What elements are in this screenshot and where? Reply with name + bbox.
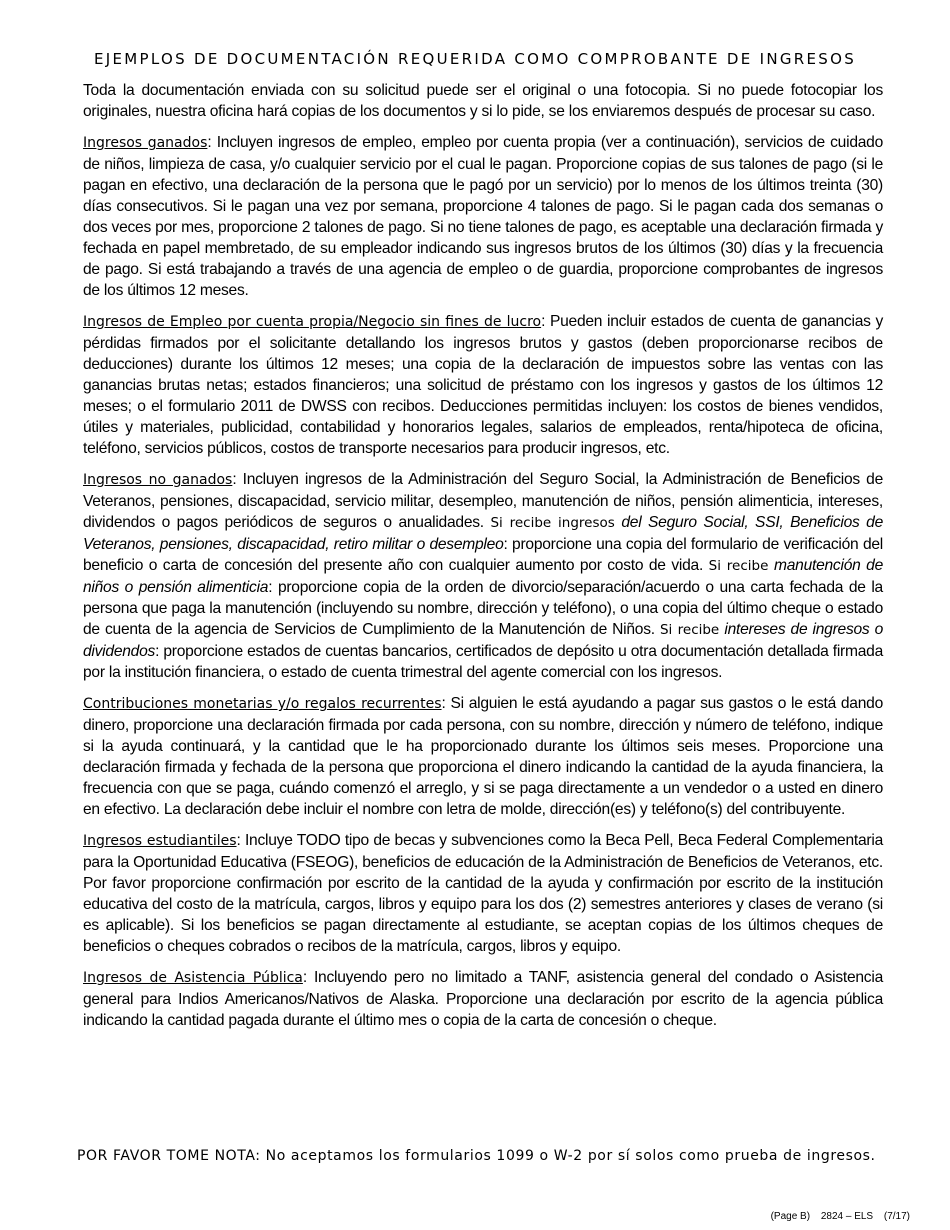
unearned-income-text-2: : proporcione una copia del formulario de verificación del beneficio o carta de concesión del presente año con cualquier aumento por costo de vida. (83, 536, 884, 574)
unearned-income-section (83, 469, 883, 683)
please-note: POR FAVOR TOME NOTA: No aceptamos los formularios 1099 o W-2 por sí solos como prueba de ingresos. (77, 1148, 876, 1164)
student-income-heading: Ingresos estudiantiles (83, 833, 237, 849)
page-footer (763, 1211, 910, 1222)
unearned-italic-3: intereses de ingresos o dividendos (83, 621, 884, 660)
self-employment-section (83, 311, 883, 459)
contributions-section (83, 693, 883, 820)
intro-paragraph: Toda la documentación enviada con su solicitud puede ser el original o una fotocopia. Si no puede fotocopiar los originales, nuestra oficina hará copias de los documentos y si lo pide, se los enviaremos después de procesar su caso. (83, 82, 883, 120)
footer-page-label: (Page B) (770, 1211, 811, 1222)
page-title: EJEMPLOS DE DOCUMENTACIÓN REQUERIDA COMO COMPROBANTE DE INGRESOS (93, 50, 857, 68)
earned-income-text: : Incluyen ingresos de empleo, empleo por cuenta propia (ver a continuación), servicios de cuidado de niños, limpieza de casa, y/o cualquier servicio por el cual le pagan. Proporcione copias de sus talones de pago (si le pagan en efectivo, una declaración de la persona que le pagó por un servicio) por lo menos de los últimos treinta (30) días consecutivos. Si le pagan una vez por semana, proporcione 4 talones de pago. Si le pagan cada dos semanas o dos veces por mes, proporcione 2 talones de pago. Si no tiene talones de pago, es aceptable una declaración firmada y fechada en papel membretado, de su empleador indicando sus ingresos brutos de los últimos (30) días y la frecuencia de pago. Si está trabajando a través de una agencia de empleo o de guardia, proporcione comprobantes de ingresos de los últimos 12 meses. (83, 134, 884, 299)
footer-date: (7/17) (883, 1211, 910, 1222)
student-income-section (83, 830, 883, 957)
unearned-income-text-4: : proporcione estados de cuentas bancarios, certificados de depósito u otra documentación detallada firmada por la institución financiera, o estado de cuenta trimestral del agente comercial con los ingresos. (83, 643, 883, 681)
contributions-heading: Contribuciones monetarias y/o regalos recurrentes (83, 696, 442, 712)
earned-income-section (83, 132, 883, 301)
public-assistance-section (83, 967, 883, 1031)
public-assistance-text: : Incluyendo pero no limitado a TANF, asistencia general del condado o Asistencia general para Indios Americanos/Nativos de Alaska. Proporcione una declaración por escrito de la agencia pública indicando la cantidad pagada durante el último mes o copia de la carta de concesión o cheque. (83, 969, 883, 1029)
self-employment-text: : Pueden incluir estados de cuenta de ganancias y pérdidas firmados por el solicitante detallando los ingresos brutos y gastos (deben proporcionarse recibos de deducciones) durante los últimos 12 meses; una copia de la declaración de impuestos sobre las ventas con las ganancias brutas netas; estados financieros; una solicitud de préstamo con los ingresos y gastos de los últimos 12 meses; o el formulario 2011 de DWSS con recibos. Deducciones permitidas incluyen: los costos de bienes vendidos, útiles y materiales, publicidad, contabilidad y honorarios legales, salarios de empleados, renta/hipoteca de oficina, teléfono, servicios públicos, costos de transporte necesarios para producir ingresos, etc. (83, 313, 884, 457)
unearned-lead-3: Si recibe (659, 622, 720, 638)
earned-income-heading: Ingresos ganados (83, 135, 208, 151)
unearned-lead-1: Si recibe ingresos (490, 515, 615, 531)
unearned-income-text-1: : Incluyen ingresos de la Administración del Seguro Social, la Administración de Beneficios de Veteranos, pensiones, discapacidad, servicio militar, desempleo, manutención de niños, pensión alimenticia, intereses, dividendos o pagos periódicos de seguros o anualidades. (83, 471, 883, 531)
unearned-italic-1: del Seguro Social, SSI, Beneficios de Veteranos, pensiones, discapacidad, retiro militar o desempleo (83, 514, 883, 553)
student-income-text: : Incluye TODO tipo de becas y subvenciones como la Beca Pell, Beca Federal Complementaria para la Oportunidad Educativa (FSEOG), beneficios de educación de la Administración de Beneficios de Veteranos, etc. Por favor proporcione confirmación por escrito de la cantidad de la ayuda y confirmación por escrito de la institución educativa del costo de la matrícula, cargos, libros y equipo para los dos (2) semestres anteriores y clases de verano (si es aplicable). Si los beneficios se pagan directamente al estudiante, se aceptan copias de los últimos cheques de beneficios o cheques cobrados o recibos de la matrícula, cargos, libros y equipo. (83, 832, 883, 955)
unearned-italic-2: manutención de niños o pensión alimenticia (83, 557, 883, 596)
unearned-lead-2: Si recibe (708, 558, 769, 574)
contributions-text: : Si alguien le está ayudando a pagar sus gastos o le está dando dinero, proporcione una declaración firmada por cada persona, con su nombre, dirección y número de teléfono, indique si la ayuda continuará, y la cantidad que le ha proporcionado durante los últimos seis meses. Proporcione una declaración firmada y fechada de la persona que proporciona el dinero indicando la cantidad de la ayuda financiera, la frecuencia con que se paga, cuándo comenzó el arreglo, y si se paga directamente a un vendedor o a usted en dinero en efectivo. La declaración debe incluir el nombre con letra de molde, dirección(es) y teléfono(s) del contribuyente. (83, 695, 883, 818)
public-assistance-heading: Ingresos de Asistencia Pública (83, 970, 303, 986)
unearned-income-text-3: : proporcione copia de la orden de divorcio/separación/acuerdo o una carta fechada de la persona que paga la manutención (incluyendo su nombre, dirección y teléfono), o una copia del último cheque o estado de cuenta de la agencia de Servicios de Cumplimiento de la Manutención de Niños. (83, 579, 883, 638)
self-employment-heading: Ingresos de Empleo por cuenta propia/Negocio sin fines de lucro (83, 314, 542, 330)
unearned-income-heading: Ingresos no ganados (83, 472, 233, 488)
footer-form-number: 2824 – ELS (820, 1211, 874, 1222)
document-body (83, 80, 883, 1041)
